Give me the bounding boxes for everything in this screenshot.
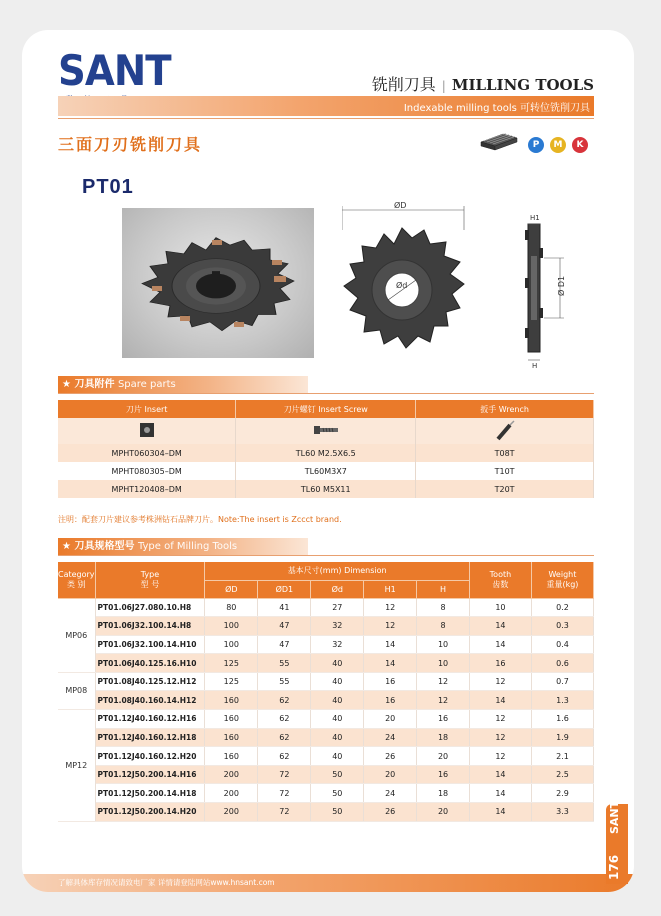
value-cell: 72	[258, 803, 311, 822]
column-header-bore: Ød	[311, 580, 364, 598]
table-row: MPHT120408–DM TL60 M5X11 T20T	[58, 480, 594, 498]
value-cell: 40	[311, 654, 364, 673]
value-cell: 72	[258, 784, 311, 803]
spec-title-cn: ★ 刀具规格型号	[62, 541, 135, 552]
value-cell: 40	[311, 672, 364, 691]
table-row	[58, 710, 594, 729]
section-title-en: MILLING TOOLS	[451, 76, 594, 94]
value-cell: 50	[311, 784, 364, 803]
value-cell: 10	[469, 598, 531, 617]
value-cell: 160	[205, 728, 258, 747]
value-cell: 1.6	[531, 710, 593, 729]
material-badge-m: M	[550, 137, 566, 153]
type-cell: PT01.08J40.160.14.H12	[95, 691, 205, 710]
section-title-cn: 铣削刀具	[371, 75, 436, 94]
value-cell: 24	[364, 784, 417, 803]
value-cell: 18	[417, 728, 470, 747]
footer-bar	[22, 874, 634, 892]
width-h-label: H	[532, 362, 538, 370]
divider	[58, 118, 594, 119]
value-cell: 47	[258, 635, 311, 654]
value-cell: 16	[417, 765, 470, 784]
type-cell: PT01.12J50.200.14.H16	[95, 765, 205, 784]
column-header-dimension: 基本尺寸(mm) Dimension	[205, 562, 470, 580]
catalog-page	[22, 30, 634, 892]
category-cell: MP08	[58, 672, 95, 709]
cutter-photo-illustration	[122, 208, 314, 358]
column-header-tooth: Tooth 齿数	[469, 562, 531, 598]
value-cell: 12	[417, 691, 470, 710]
value-cell: 50	[311, 803, 364, 822]
width-h1-label: H1	[530, 214, 540, 222]
table-row	[58, 672, 594, 691]
category-cell: MP12	[58, 710, 95, 822]
value-cell: 14	[469, 765, 531, 784]
value-cell: 2.5	[531, 765, 593, 784]
value-cell: 26	[364, 803, 417, 822]
column-header-od: ØD	[205, 580, 258, 598]
value-cell: 12	[469, 710, 531, 729]
divider	[58, 555, 594, 556]
footer-text: 了解具体库存情况请致电厂家 详情请登陆网站www.hnsant.com	[58, 878, 275, 887]
value-cell: 40	[311, 728, 364, 747]
value-cell: 40	[311, 747, 364, 766]
type-cell: PT01.06J27.080.10.H8	[95, 598, 205, 617]
value-cell: 14	[469, 784, 531, 803]
column-header-wrench: 扳手 Wrench	[416, 400, 594, 418]
value-cell: 3.3	[531, 803, 593, 822]
value-cell: 62	[258, 691, 311, 710]
spare-parts-table	[58, 400, 594, 498]
table-header-row	[58, 400, 594, 418]
wrench-icon	[494, 419, 516, 441]
value-cell: 14	[469, 617, 531, 636]
value-cell: 200	[205, 784, 258, 803]
page-tab	[606, 800, 628, 884]
table-row	[58, 728, 594, 747]
value-cell: 16	[469, 654, 531, 673]
value-cell: 62	[258, 747, 311, 766]
value-cell: 62	[258, 728, 311, 747]
value-cell: 16	[364, 691, 417, 710]
value-cell: 41	[258, 598, 311, 617]
column-header-h1: H1	[364, 580, 417, 598]
type-cell: PT01.12J40.160.12.H16	[95, 710, 205, 729]
value-cell: 200	[205, 803, 258, 822]
icon-row	[58, 418, 594, 444]
value-cell: 1.9	[531, 728, 593, 747]
value-cell: 10	[417, 635, 470, 654]
value-cell: 24	[364, 728, 417, 747]
value-cell: 14	[469, 803, 531, 822]
title-separator: |	[441, 79, 446, 93]
model-number: PT01	[82, 176, 134, 198]
value-cell: 100	[205, 635, 258, 654]
spare-parts-header	[58, 376, 308, 393]
value-cell: 26	[364, 747, 417, 766]
table-row	[58, 598, 594, 617]
value-cell: 32	[311, 617, 364, 636]
value-cell: 62	[258, 710, 311, 729]
value-cell: 8	[417, 598, 470, 617]
table-row	[58, 635, 594, 654]
value-cell: 160	[205, 747, 258, 766]
value-cell: 20	[364, 710, 417, 729]
material-badge-p: P	[528, 137, 544, 153]
table-row	[58, 784, 594, 803]
dimension-drawing	[342, 200, 582, 370]
value-cell: 27	[311, 598, 364, 617]
value-cell: 200	[205, 765, 258, 784]
column-header-type: Type 型 号	[95, 562, 205, 598]
value-cell: 12	[469, 747, 531, 766]
value-cell: 80	[205, 598, 258, 617]
value-cell: 14	[364, 635, 417, 654]
table-row: MPHT080305–DM TL60M3X7 T10T	[58, 462, 594, 480]
value-cell: 12	[469, 672, 531, 691]
value-cell: 72	[258, 765, 311, 784]
value-cell: 47	[258, 617, 311, 636]
table-row	[58, 803, 594, 822]
value-cell: 18	[417, 784, 470, 803]
value-cell: 32	[311, 635, 364, 654]
insert-note: 注明：配套刀片建议参考株洲钻石品牌刀片。Note:The insert is Zccct brand.	[58, 515, 342, 524]
value-cell: 20	[417, 803, 470, 822]
spec-table	[58, 562, 594, 822]
spec-header	[58, 538, 308, 555]
value-cell: 8	[417, 617, 470, 636]
table-row	[58, 691, 594, 710]
column-header-category: Category 类 别	[58, 562, 95, 598]
table-row	[58, 747, 594, 766]
value-cell: 16	[364, 672, 417, 691]
type-cell: PT01.12J50.200.14.H18	[95, 784, 205, 803]
header-bar-text: Indexable milling tools 可转位铣削刀具	[403, 103, 590, 114]
type-cell: PT01.08J40.125.12.H12	[95, 672, 205, 691]
type-cell: PT01.06J32.100.14.H10	[95, 635, 205, 654]
type-cell: PT01.12J40.160.12.H18	[95, 728, 205, 747]
logo-text: SANT	[58, 46, 171, 95]
divider	[58, 393, 594, 394]
hub-diameter-label: Ø D1	[557, 275, 566, 296]
value-cell: 2.1	[531, 747, 593, 766]
value-cell: 20	[417, 747, 470, 766]
value-cell: 125	[205, 672, 258, 691]
type-cell: PT01.12J40.160.12.H20	[95, 747, 205, 766]
value-cell: 20	[364, 765, 417, 784]
value-cell: 50	[311, 765, 364, 784]
value-cell: 40	[311, 710, 364, 729]
value-cell: 0.4	[531, 635, 593, 654]
value-cell: 14	[469, 635, 531, 654]
value-cell: 0.2	[531, 598, 593, 617]
value-cell: 100	[205, 617, 258, 636]
table-header-row	[58, 562, 594, 580]
product-title-cn: 三面刀刃铣削刀具	[58, 135, 203, 154]
spec-title-en: Type of Milling Tools	[137, 541, 238, 552]
value-cell: 2.9	[531, 784, 593, 803]
type-cell: PT01.06J40.125.16.H10	[95, 654, 205, 673]
value-cell: 10	[417, 654, 470, 673]
value-cell: 55	[258, 672, 311, 691]
value-cell: 12	[417, 672, 470, 691]
column-header-screw: 刀片螺钉 Insert Screw	[236, 400, 416, 418]
value-cell: 12	[364, 598, 417, 617]
value-cell: 0.3	[531, 617, 593, 636]
value-cell: 12	[364, 617, 417, 636]
value-cell: 125	[205, 654, 258, 673]
value-cell: 0.6	[531, 654, 593, 673]
column-header-h: H	[417, 580, 470, 598]
column-header-od1: ØD1	[258, 580, 311, 598]
value-cell: 12	[469, 728, 531, 747]
value-cell: 55	[258, 654, 311, 673]
type-cell: PT01.06J32.100.14.H8	[95, 617, 205, 636]
spare-parts-title-en: Spare parts	[117, 379, 176, 390]
category-cell: MP06	[58, 598, 95, 672]
screw-icon	[312, 423, 340, 437]
column-header-weight: Weight 重量(kg)	[531, 562, 593, 598]
column-header-insert: 刀片 Insert	[58, 400, 236, 418]
value-cell: 14	[469, 691, 531, 710]
page-number: 176	[607, 854, 621, 880]
table-row	[58, 654, 594, 673]
spec-table-body	[58, 598, 594, 821]
value-cell: 14	[364, 654, 417, 673]
value-cell: 40	[311, 691, 364, 710]
table-row	[58, 617, 594, 636]
value-cell: 0.7	[531, 672, 593, 691]
material-badge-k: K	[572, 137, 588, 153]
insert-stack-icon	[477, 132, 521, 152]
value-cell: 160	[205, 710, 258, 729]
bore-diameter-label: Ød	[396, 281, 408, 290]
section-title	[372, 72, 594, 95]
table-row	[58, 765, 594, 784]
product-photo	[122, 208, 314, 358]
outer-diameter-label: ØD	[394, 201, 407, 210]
value-cell: 16	[417, 710, 470, 729]
value-cell: 1.3	[531, 691, 593, 710]
header-bar	[58, 96, 594, 116]
page-tab-brand: SANT	[608, 800, 621, 834]
type-cell: PT01.12J50.200.14.H20	[95, 803, 205, 822]
table-row: MPHT060304–DM TL60 M2.5X6.5 T08T	[58, 444, 594, 462]
spare-parts-title-cn: ★ 刀具附件	[62, 379, 115, 390]
insert-icon	[139, 422, 155, 438]
value-cell: 160	[205, 691, 258, 710]
